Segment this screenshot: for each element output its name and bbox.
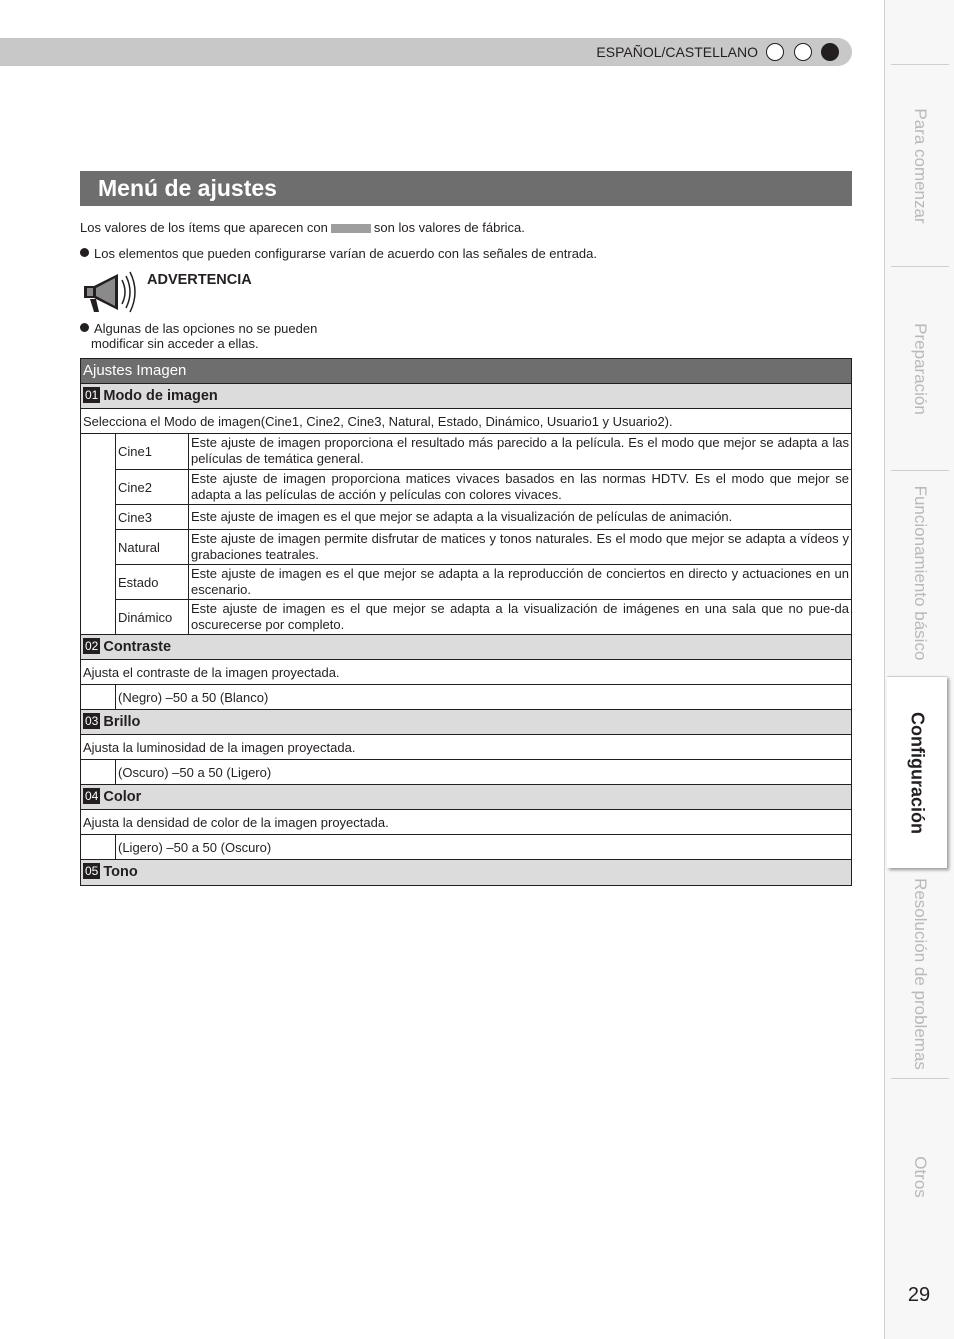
warning-line-1: Algunas de las opciones no se pueden	[94, 321, 318, 336]
item-number: 03	[85, 714, 99, 728]
tab-funcionamiento-basico[interactable]	[891, 470, 949, 674]
item-number: 04	[85, 789, 99, 803]
mode-description: Este ajuste de imagen es el que mejor se adapta a la reproducción de conciertos en directo y actuaciones en un escenario.	[188, 565, 851, 599]
mode-row	[116, 565, 851, 600]
section-tabs	[884, 0, 954, 1339]
tab-label: Resolución de problemas	[911, 877, 930, 1070]
item-range-row	[81, 685, 851, 710]
item-number: 05	[85, 864, 99, 878]
setting-item-contrast	[81, 635, 851, 660]
item-range-row	[81, 835, 851, 860]
item-description: Ajusta la luminosidad de la imagen proyectada.	[81, 735, 851, 760]
language-dot-empty	[766, 43, 784, 61]
item-description: Ajusta la densidad de color de la imagen proyectada.	[81, 810, 851, 835]
intro-text-after: son los valores de fábrica.	[373, 220, 525, 235]
table-header: Ajustes Imagen	[81, 359, 851, 384]
mode-name: Cine3	[118, 509, 152, 525]
warning-line-2: modificar sin acceder a ellas.	[91, 336, 259, 351]
tab-label: Otros	[911, 1155, 930, 1198]
mode-name: Dinámico	[118, 610, 173, 625]
tab-resolucion-de-problemas[interactable]	[891, 870, 949, 1076]
intro-text-before: Los valores de los ítems que aparecen con	[80, 220, 328, 235]
mode-name: Natural	[118, 539, 160, 555]
item-label: Color	[103, 789, 142, 805]
mode-row	[116, 434, 851, 470]
page-title-bar	[80, 171, 852, 206]
megaphone-icon	[80, 266, 142, 316]
tab-para-comenzar[interactable]	[891, 64, 949, 266]
language-dot-empty	[794, 43, 812, 61]
language-label: ESPAÑOL/CASTELLANO	[596, 44, 758, 60]
picture-mode-list	[81, 434, 851, 635]
item-range: (Oscuro) –50 a 50 (Ligero)	[115, 760, 271, 784]
item-range: (Negro) –50 a 50 (Blanco)	[115, 685, 268, 709]
item-range-row	[81, 760, 851, 785]
warning-text	[80, 321, 317, 351]
tab-configuracion[interactable]	[887, 676, 947, 868]
mode-name: Cine2	[118, 479, 152, 495]
mode-row	[116, 530, 851, 565]
item-label: Brillo	[103, 714, 141, 730]
warning-title: ADVERTENCIA	[147, 272, 252, 288]
item-number: 02	[85, 639, 99, 653]
note-text: Los elementos que pueden configurarse varían de acuerdo con las señales de entrada.	[94, 246, 598, 261]
setting-item-color	[81, 785, 851, 810]
mode-name: Estado	[118, 574, 159, 590]
mode-row	[116, 505, 851, 530]
item-description: Selecciona el Modo de imagen(Cine1, Cine2, Cine3, Natural, Estado, Dinámico, Usuario1 y Usuario2).	[81, 409, 851, 434]
tab-label: Configuración	[907, 711, 928, 834]
mode-description: Este ajuste de imagen es el que mejor se adapta a la visualización de imágenes en una sala que no pue-da oscurecerse por completo.	[188, 600, 851, 635]
setting-item-tint	[81, 860, 851, 885]
settings-table	[80, 358, 852, 886]
factory-default-swatch	[331, 224, 371, 233]
tab-label: Funcionamiento básico	[911, 485, 930, 660]
language-dot-filled	[821, 43, 839, 61]
item-description: Ajusta el contraste de la imagen proyectada.	[81, 660, 851, 685]
setting-item-picture-mode	[81, 384, 851, 409]
tab-label: Para comenzar	[911, 107, 930, 224]
bullet-dot	[80, 323, 89, 332]
mode-row	[116, 470, 851, 505]
mode-description: Este ajuste de imagen es el que mejor se adapta a la visualización de películas de animación.	[188, 505, 851, 529]
language-bar	[0, 38, 852, 66]
mode-description: Este ajuste de imagen proporciona matices vivaces basados en las normas HDTV. Es el modo que mejor se adapta a las películas de acción y películas con colores vivaces.	[188, 470, 851, 504]
item-range: (Ligero) –50 a 50 (Oscuro)	[115, 835, 271, 859]
page-number: 29	[907, 1284, 931, 1306]
setting-item-brightness	[81, 710, 851, 735]
item-label: Tono	[103, 864, 138, 880]
tab-preparacion[interactable]	[891, 266, 949, 470]
intro-text	[80, 220, 525, 235]
item-label: Contraste	[103, 639, 172, 655]
mode-row	[116, 600, 851, 635]
item-number: 01	[85, 388, 99, 402]
page-title: Menú de ajustes	[98, 175, 277, 201]
mode-name: Cine1	[118, 444, 152, 459]
tab-otros[interactable]	[891, 1078, 949, 1274]
tab-label: Preparación	[911, 322, 930, 415]
bullet-dot	[80, 248, 89, 257]
mode-description: Este ajuste de imagen permite disfrutar de matices y tonos naturales. Es el modo que mejor se adapta a vídeos y grabaciones teatrales.	[188, 530, 851, 564]
mode-description: Este ajuste de imagen proporciona el resultado más parecido a la película. Es el modo que mejor se adapta a las películas de temática general.	[188, 434, 851, 469]
item-label: Modo de imagen	[103, 388, 218, 404]
note-bullet	[80, 246, 597, 261]
picture-mode-options	[115, 434, 851, 634]
